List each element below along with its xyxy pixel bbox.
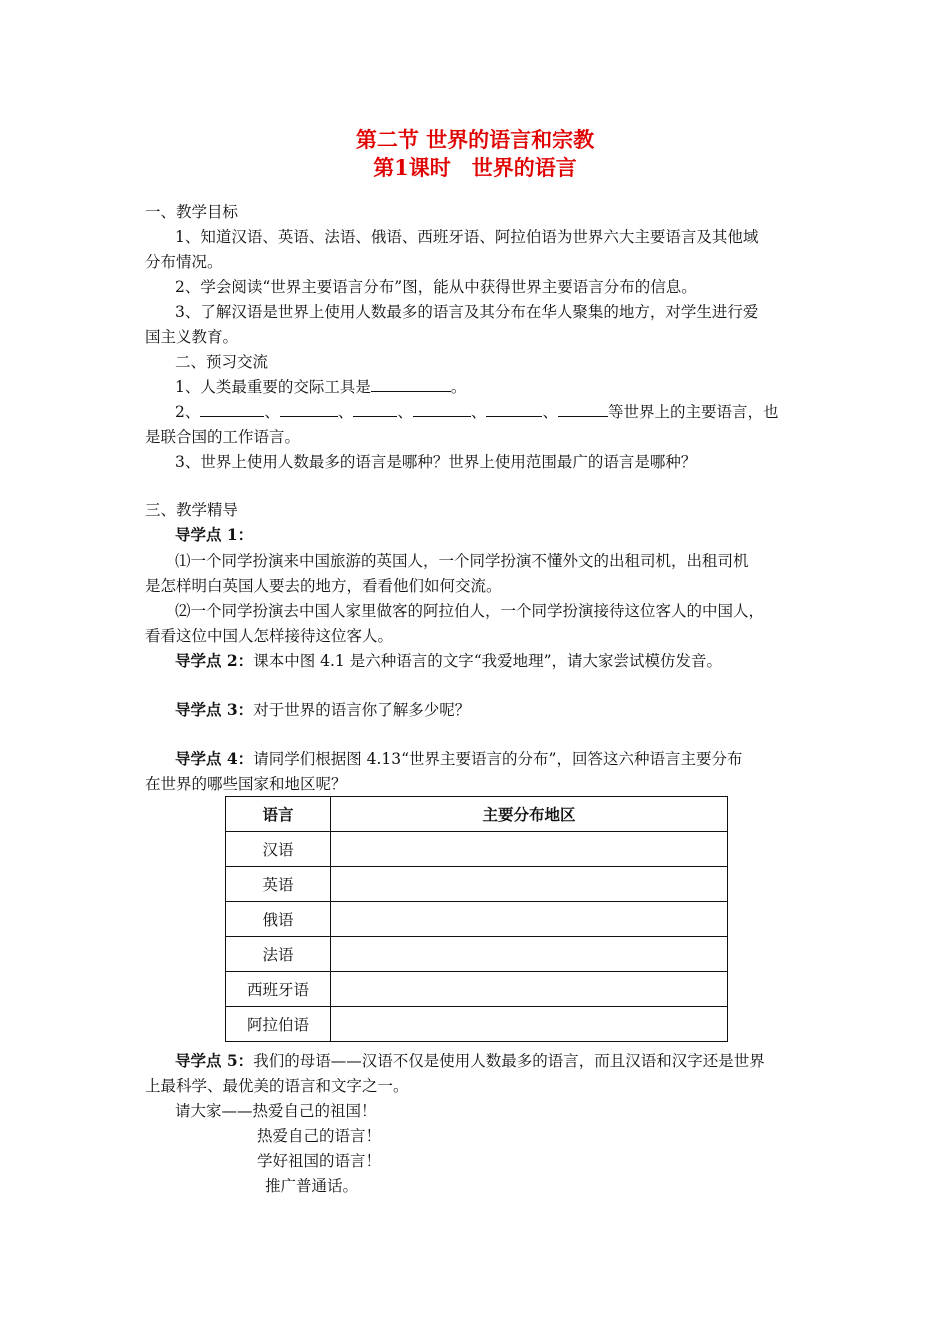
table-cell-language: 阿拉伯语: [226, 1007, 331, 1042]
guide-point-1-label: 导学点 1：: [175, 525, 254, 544]
guide-point-3: 导学点 3：对于世界的语言你了解多少呢？: [175, 700, 471, 719]
objective-3-line-2: 国主义教育。: [145, 328, 239, 346]
guide-point-1-activity-2-line-1: ⑵一个同学扮演去中国人家里做客的阿拉伯人，一个同学扮演接待这位客人的中国人，: [175, 602, 765, 620]
preview-question-1: 1、人类最重要的交际工具是 。: [175, 378, 467, 396]
blank-answer-line[interactable]: [413, 402, 471, 417]
guide-point-4: 导学点 4：请同学们根据图 4.13“世界主要语言的分布”，回答这六种语言主要分布: [175, 749, 743, 768]
table-cell-language: 法语: [226, 937, 331, 972]
table-row: [226, 937, 728, 972]
table-header-language: 语言: [226, 797, 331, 832]
table-cell-language: 英语: [226, 867, 331, 902]
preview-question-2-line-2: 是联合国的工作语言。: [145, 428, 301, 446]
table-header-region: 主要分布地区: [331, 797, 728, 832]
blank-answer-line[interactable]: [353, 402, 397, 417]
section-2-heading: 二、预习交流: [175, 353, 269, 371]
objective-1-line-2: 分布情况。: [145, 253, 223, 271]
guide-point-1-activity-1-line-2: 是怎样明白英国人要去的地方，看看他们如何交流。: [145, 577, 502, 595]
blank-answer-line[interactable]: [558, 402, 608, 417]
section-3-heading: 三、教学精导: [145, 501, 239, 519]
language-distribution-table: [225, 796, 728, 1042]
section-1-heading: 一、教学目标: [145, 203, 239, 221]
table-cell-region[interactable]: [331, 902, 728, 937]
table-row: [226, 972, 728, 1007]
table-row: [226, 902, 728, 937]
preview-question-3: 3、世界上使用人数最多的语言是哪种？世界上使用范围最广的语言是哪种？: [175, 453, 697, 471]
guide-point-1-activity-1-line-1: ⑴一个同学扮演来中国旅游的英国人，一个同学扮演不懂外文的出租司机，出租司机: [175, 552, 749, 570]
slogan-line-2: 热爱自己的语言！: [257, 1127, 382, 1145]
table-row: [226, 1007, 728, 1042]
blank-answer-line[interactable]: [280, 402, 338, 417]
table-cell-language: 俄语: [226, 902, 331, 937]
document-subtitle: 第1课时 世界的语言: [373, 155, 577, 180]
objective-1-line-1: 1、知道汉语、英语、法语、俄语、西班牙语、阿拉伯语为世界六大主要语言及其他域: [175, 228, 759, 246]
table-cell-language: 西班牙语: [226, 972, 331, 1007]
objective-2: 2、学会阅读“世界主要语言分布”图，能从中获得世界主要语言分布的信息。: [175, 278, 697, 296]
table-cell-region[interactable]: [331, 972, 728, 1007]
table-row: [226, 867, 728, 902]
guide-point-4-line-2: 在世界的哪些国家和地区呢？: [145, 775, 347, 793]
slogan-line-3: 学好祖国的语言！: [257, 1152, 382, 1170]
preview-question-2: 2、 、 、 、 、 、 等世界上的主要语言，也: [175, 403, 779, 421]
guide-point-2: 导学点 2：课本中图 4.1 是六种语言的文字“我爱地理”，请大家尝试模仿发音。: [175, 651, 723, 670]
table-cell-region[interactable]: [331, 867, 728, 902]
table-cell-region[interactable]: [331, 1007, 728, 1042]
document-title: 第二节 世界的语言和宗教: [355, 127, 595, 152]
blank-answer-line[interactable]: [371, 377, 451, 392]
table-cell-language: 汉语: [226, 832, 331, 867]
guide-point-5: 导学点 5：我们的母语——汉语不仅是使用人数最多的语言，而且汉语和汉字还是世界: [175, 1051, 765, 1070]
table-row: [226, 832, 728, 867]
blank-answer-line[interactable]: [486, 402, 542, 417]
table-cell-region[interactable]: [331, 832, 728, 867]
guide-point-5-line-2: 上最科学、最优美的语言和文字之一。: [145, 1077, 409, 1095]
slogan-line-1: 请大家——热爱自己的祖国！: [175, 1102, 377, 1120]
table-cell-region[interactable]: [331, 937, 728, 972]
blank-answer-line[interactable]: [200, 402, 264, 417]
table-header-row: [226, 797, 728, 832]
objective-3-line-1: 3、了解汉语是世界上使用人数最多的语言及其分布在华人聚集的地方，对学生进行爱: [175, 303, 759, 321]
slogan-line-4: 推广普通话。: [265, 1177, 359, 1195]
guide-point-1-activity-2-line-2: 看看这位中国人怎样接待这位客人。: [145, 627, 394, 645]
